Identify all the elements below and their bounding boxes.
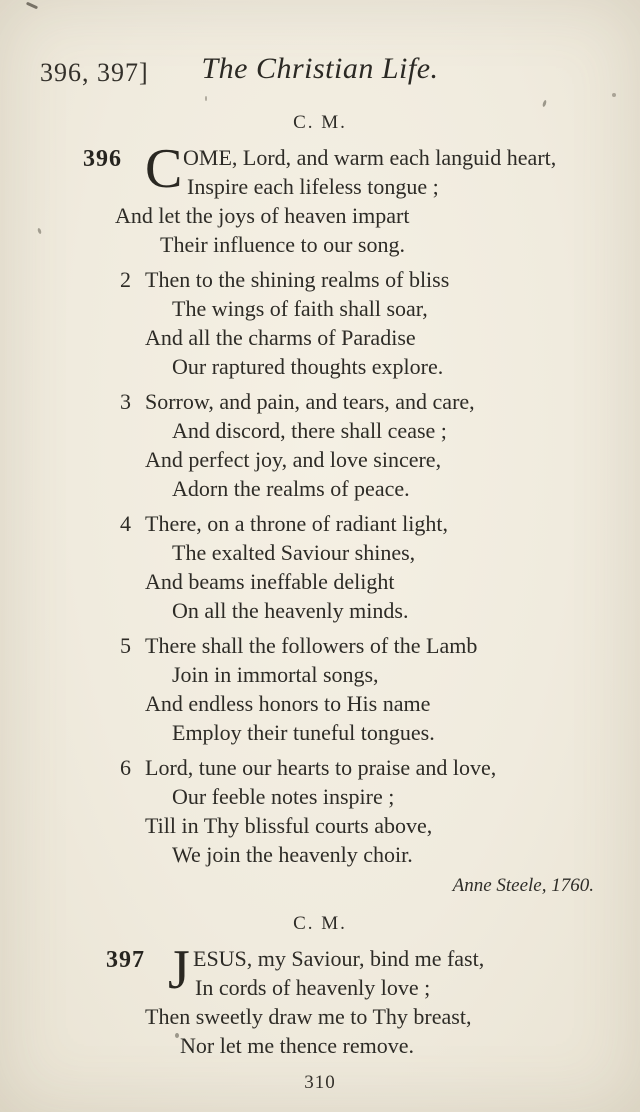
hymn-line: And perfect joy, and love sincere, (145, 447, 442, 472)
hymn-396-stanza-3 (120, 387, 640, 503)
author-attribution: Anne Steele, 1760. (452, 875, 594, 896)
hymn-line: Till in Thy blissful courts above, (145, 813, 433, 838)
hymn-line: In cords of heavenly love ; (195, 975, 431, 1000)
dropcap-j: J (168, 939, 190, 1001)
hymn-396-stanza-2 (120, 265, 640, 381)
hymn-line: Then sweetly draw me to Thy breast, (145, 1004, 472, 1029)
hymn-line: Sorrow, and pain, and tears, and care, (145, 389, 475, 414)
meter-heading-396: C. M. (293, 112, 347, 133)
hymn-line: Inspire each lifeless tongue ; (187, 174, 439, 199)
hymn-line: And let the joys of heaven impart (115, 203, 410, 228)
header-hymn-range: 396, 397] (40, 58, 149, 87)
verse-number: 3 (120, 389, 131, 414)
page-header (0, 52, 640, 102)
hymn-line: OME, Lord, and warm each languid heart, (183, 145, 557, 170)
hymn-line: And all the charms of Paradise (145, 325, 416, 350)
hymn-number-397: 397 (106, 947, 145, 973)
hymn-line: And discord, there shall cease ; (172, 418, 447, 443)
hymn-line: Our feeble notes inspire ; (172, 784, 395, 809)
hymn-397-stanza-1 (106, 939, 640, 1060)
hymn-line: There shall the followers of the Lamb (145, 633, 478, 658)
hymn-396-stanza-1 (83, 138, 640, 259)
hymn-397 (106, 939, 640, 1060)
hymn-396 (83, 138, 640, 869)
hymn-line: Our raptured thoughts explore. (172, 354, 444, 379)
hymn-number-396: 396 (83, 146, 122, 172)
hymn-line: We join the heavenly choir. (172, 842, 413, 867)
hymn-396-stanza-4 (120, 509, 640, 625)
verse-number: 5 (120, 633, 131, 658)
hymn-line: And beams ineffable delight (145, 569, 395, 594)
hymn-line: Then to the shining realms of bliss (145, 267, 450, 292)
hymn-line: Lord, tune our hearts to praise and love, (145, 755, 497, 780)
verse-number: 2 (120, 267, 131, 292)
dropcap-c: C (145, 138, 183, 200)
hymn-line: And endless honors to His name (145, 691, 431, 716)
hymn-396-stanza-6 (120, 753, 640, 869)
hymn-line: Their influence to our song. (160, 232, 405, 257)
hymn-line: ESUS, my Saviour, bind me fast, (193, 946, 485, 971)
page-title: The Christian Life. (201, 52, 439, 85)
scan-artifact (37, 228, 42, 235)
hymn-line: The exalted Saviour shines, (172, 540, 416, 565)
meter-heading-397: C. M. (293, 913, 347, 934)
hymn-line: The wings of faith shall soar, (172, 296, 428, 321)
scan-artifact (26, 2, 38, 10)
hymn-line: Join in immortal songs, (172, 662, 379, 687)
verse-number: 6 (120, 755, 131, 780)
hymn-line: Adorn the realms of peace. (172, 476, 410, 501)
hymn-line: There, on a throne of radiant light, (145, 511, 449, 536)
hymn-396-stanza-5 (120, 631, 640, 747)
hymn-line: On all the heavenly minds. (172, 598, 409, 623)
verse-number: 4 (120, 511, 131, 536)
hymn-line: Employ their tuneful tongues. (172, 720, 435, 745)
page-number: 310 (304, 1072, 336, 1093)
hymn-line: Nor let me thence remove. (180, 1033, 414, 1058)
